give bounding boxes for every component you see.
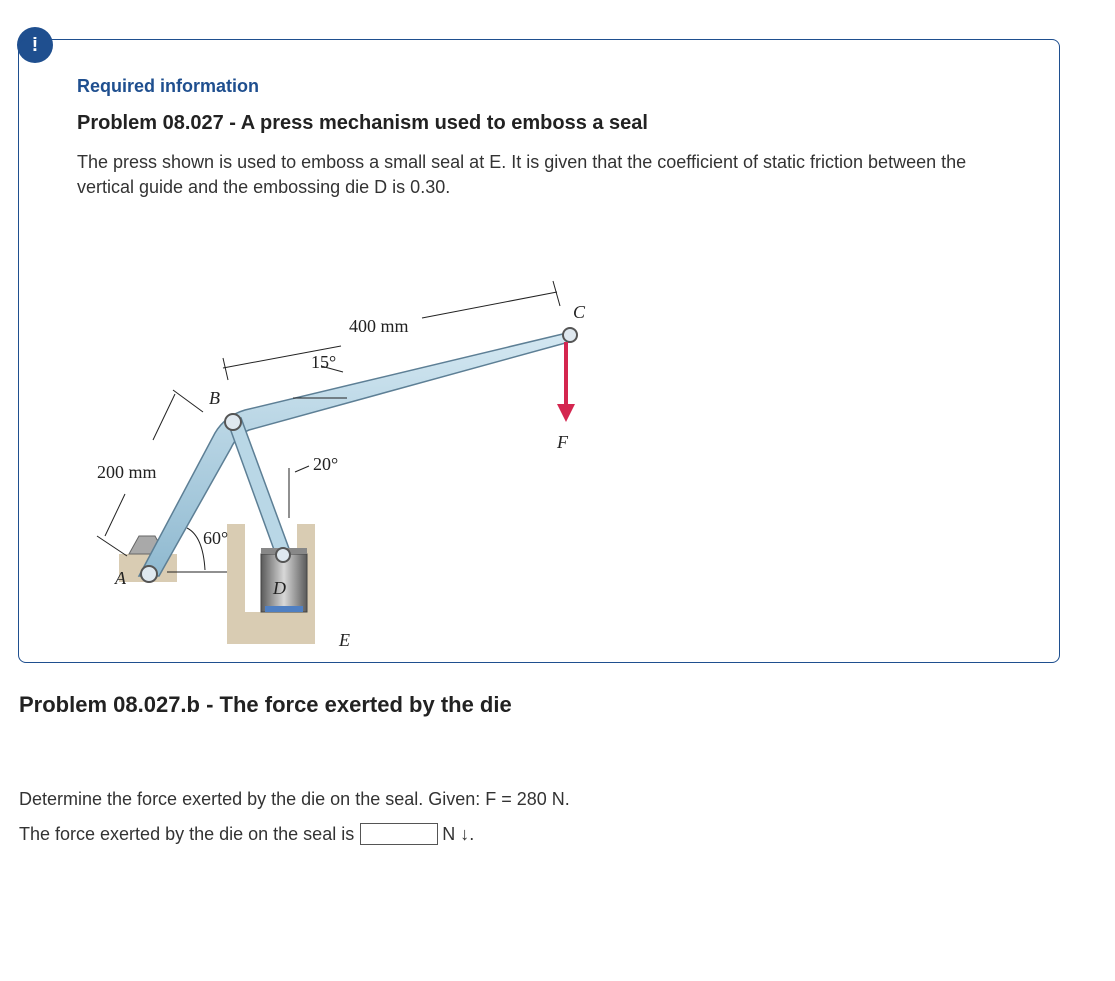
dim-200-label: 200 mm bbox=[97, 462, 157, 482]
angle-20-label: 20° bbox=[313, 454, 339, 474]
seal-plate bbox=[265, 606, 303, 612]
dim-400-label: 400 mm bbox=[349, 316, 409, 336]
force-answer-input[interactable] bbox=[360, 823, 438, 845]
point-e-label: E bbox=[339, 630, 350, 650]
point-c-label: C bbox=[573, 302, 586, 322]
problem-description: The press shown is used to emboss a small seal at E. It is given that the coefficient of static friction between the vertical guide and the embossing die D is 0.30. bbox=[77, 152, 967, 197]
problem-title: Problem 08.027 - A press mechanism used to emboss a seal bbox=[77, 112, 648, 134]
alert-icon: ! bbox=[17, 27, 53, 63]
pin-a bbox=[141, 566, 157, 582]
answer-line bbox=[19, 823, 474, 845]
press-mechanism-figure bbox=[77, 236, 597, 650]
point-d-label: D bbox=[273, 578, 286, 598]
question-text: Determine the force exerted by the die on the seal. Given: F = 280 N. bbox=[19, 789, 570, 809]
answer-prefix: The force exerted by the die on the seal is bbox=[19, 823, 355, 844]
part-title: Problem 08.027.b - The force exerted by the die bbox=[19, 692, 512, 717]
angle-15-label: 15° bbox=[311, 352, 337, 372]
pin-c bbox=[563, 328, 577, 342]
required-info-label: Required information bbox=[77, 76, 260, 96]
required-info-card bbox=[18, 39, 1060, 663]
force-f-label: F bbox=[557, 432, 568, 452]
pin-b bbox=[225, 414, 241, 430]
force-arrow-head bbox=[557, 404, 575, 422]
point-b-label: B bbox=[209, 388, 220, 408]
angle-60-label: 60° bbox=[203, 528, 229, 548]
pin-d bbox=[276, 548, 290, 562]
answer-unit: N ↓. bbox=[442, 823, 475, 844]
point-a-label: A bbox=[115, 568, 126, 588]
